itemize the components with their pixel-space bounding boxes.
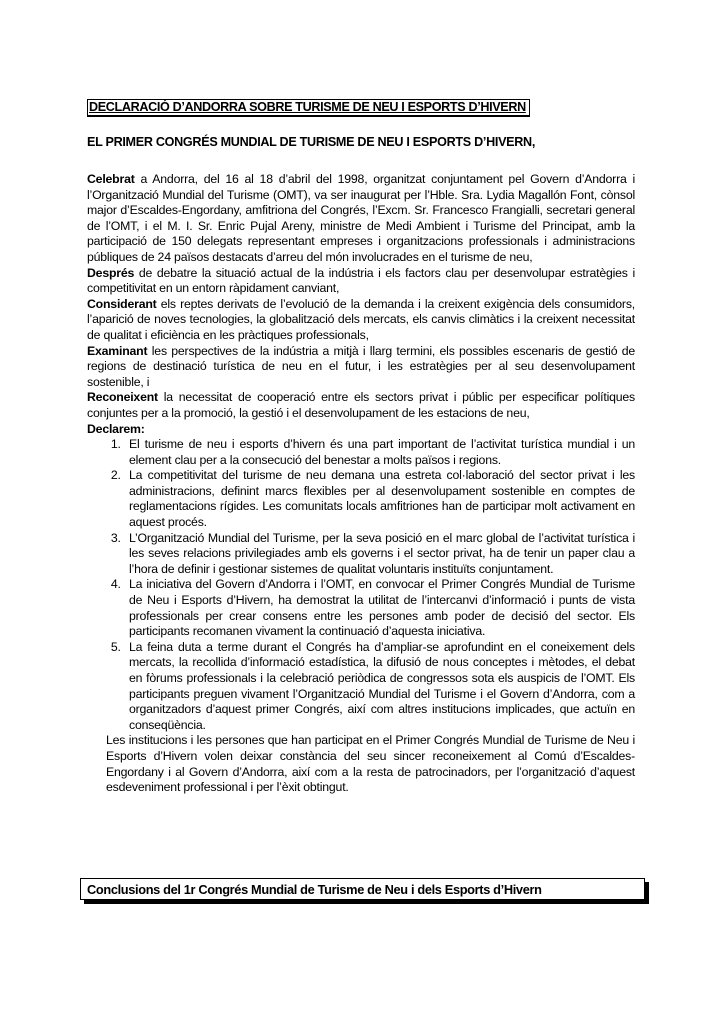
preamble-paragraph [87,344,635,391]
preamble-text: a Andorra, del 16 al 18 d’abril del 1998, organitzat conjuntament pel Govern d’Andorra i l’Organització Mundial del Turisme (OMT), va ser inaugurat per l’Hble. Sra. Lydia Magallón Font, cònsol major d’Escaldes-Engordany, amfitriona del Congrés, l’Excm. Sr. Francesco Frangialli, secretari general de l’OMT, i el M. I. Sr. Enric Pujal Areny, ministre de Medi Ambient i Turisme del Principat, amb la participació de 150 delegats representant empreses i organitzacions professionals i administracions públiques de 24 països destacats d’arreu del món involucrades en el turisme de neu, [87,172,635,264]
preamble-text: de debatre la situació actual de la indústria i els factors clau per desenvolupar estratègies i competitivitat en un entorn ràpidament canviant, [87,265,635,296]
preamble-keyword: Reconeixent [87,390,158,405]
document-title: DECLARACIÓ D’ANDORRA SOBRE TURISME DE NEU I ESPORTS D’HIVERN [87,99,530,117]
declarations-list [87,437,635,733]
preamble-keyword: Examinant [87,343,148,358]
footer-title: Conclusions del 1r Congrés Mundial de Turisme de Neu i dels Esports d’Hivern [87,882,542,897]
declaration-item: 1. El turisme de neu i esports d’hivern és una part important de l’activitat turística mundial i un element clau per a la consecució del benestar a molts països i regions. [124,437,635,468]
declare-label: Declarem: [87,421,145,436]
document-page [87,98,635,796]
footer-box [80,878,645,900]
preamble-paragraph [87,266,635,297]
document-subtitle: EL PRIMER CONGRÉS MUNDIAL DE TURISME DE NEU I ESPORTS D’HIVERN, [87,135,536,149]
closing-paragraph: Les institucions i les persones que han participat en el Primer Congrés Mundial de Turisme de Neu i Esports d’Hivern volen deixar constància del seu sincer reconeixement al Comú d’Escaldes-Engordany i al Govern d’Andorra, així com a la resta de patrocinadors, per l’organització d’aquest esdeveniment professional i per l’èxit obtingut. [106,733,635,795]
preamble-paragraph [87,297,635,344]
preamble-text: les perspectives de la indústria a mitjà i llarg termini, els possibles escenaris de gestió de regions de destinació turística de neu en el futur, i les estratègies per al seu desenvolupament sostenible, i [87,343,635,389]
preamble-text: els reptes derivats de l’evolució de la demanda i la creixent exigència dels consumidors, l’aparició de noves tecnologies, la globalització dels mercats, els canvis climàtics i la creixent necessitat de qualitat i eficiència en les pràctiques professionals, [87,296,635,342]
preamble-paragraph [87,390,635,421]
declaration-item: 3. L’Organització Mundial del Turisme, per la seva posició en el marc global de l’activitat turística i les seves relacions privilegiades amb els governs i el sector privat, ha de tenir un paper clau a l’hora de definir i gestionar sistemes de qualitat voluntaris instituïts conjuntament. [124,531,635,578]
preamble-keyword: Celebrat [87,172,135,186]
declaration-item: 2. La competitivitat del turisme de neu demana una estreta col·laboració del sector privat i les administracions, definint marcs flexibles per al desenvolupament sostenible en comptes de reglamentacions rígides. Les comunitats locals amfitriones han de participar molt activament en aquest procés. [124,468,635,530]
preamble-paragraph [87,172,635,266]
declaration-item: 4. La iniciativa del Govern d’Andorra i l’OMT, en convocar el Primer Congrés Mundial de Turisme de Neu i Esports d’Hivern, ha demostrat la utilitat de l’intercanvi d’informació i punts de vista professionals per crear consens entre les persones amb poder de decisió del sector. Els participants recomanen vivament la continuació d’aquesta iniciativa. [124,577,635,639]
preamble-keyword: Després [87,265,135,280]
preamble-keyword: Considerant [87,296,157,311]
declaration-item: 5. La feina duta a terme durant el Congrés ha d’ampliar-se aprofundint en el coneixement dels mercats, la recollida d’informació estadística, la difusió de nous conceptes i mètodes, el debat en fòrums professionals i la celebració periòdica de congressos sota els auspicis de l’OMT. Els participants preguen vivament l’Organització Mundial del Turisme i el Govern d’Andorra, com a organitzadors d’aquest primer Congrés, així com altres institucions implicades, que actuïn en conseqüència. [124,640,635,734]
preamble-text: la necessitat de cooperació entre els sectors privat i públic per especificar polítiques conjuntes per a la promoció, la gestió i el desenvolupament de les estacions de neu, [87,390,635,420]
preamble [87,172,635,796]
